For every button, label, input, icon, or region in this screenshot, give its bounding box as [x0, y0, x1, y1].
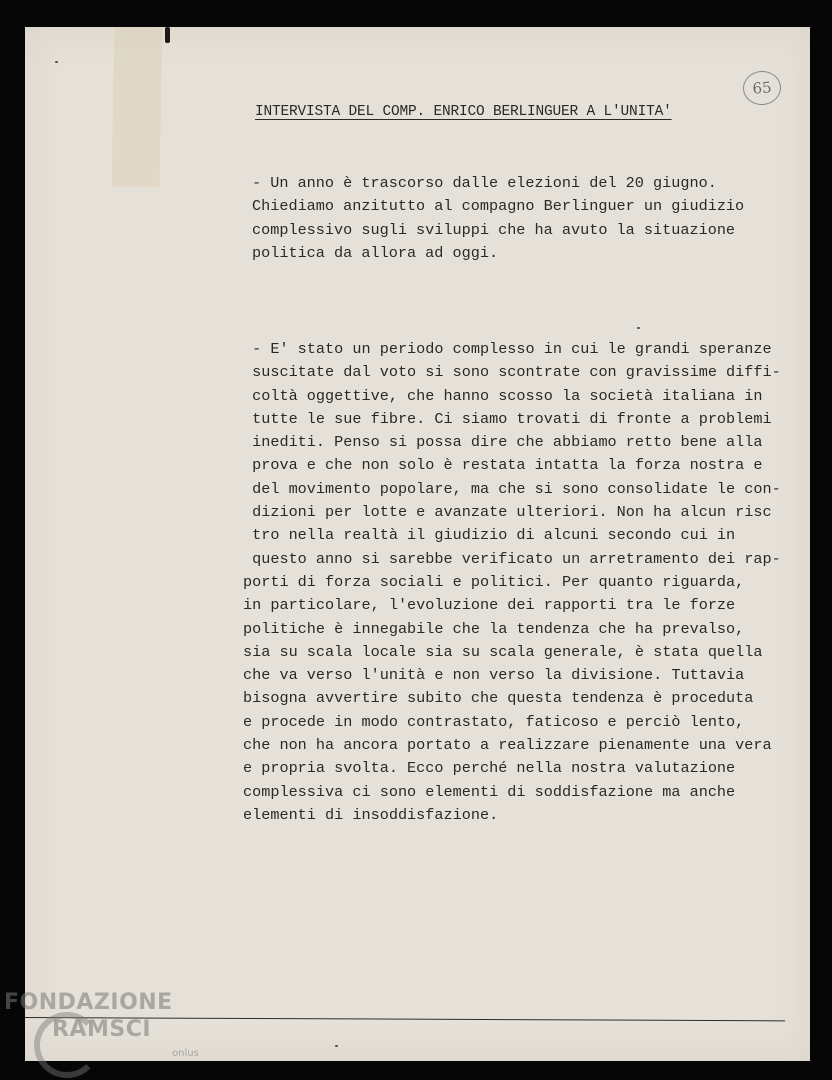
answer-line: - E' stato un periodo complesso in cui le grandi speranze [243, 340, 772, 358]
answer-line: porti di forza sociali e politici. Per quanto riguarda, [243, 572, 745, 591]
answer-line: tro nella realtà il giudizio di alcuni secondo cui in [243, 526, 736, 545]
tape-mark [112, 27, 163, 187]
staple-mark [165, 27, 170, 43]
bottom-rule [25, 1017, 785, 1021]
ink-fleck [55, 61, 58, 63]
answer-paragraph [243, 338, 781, 827]
answer-line: inediti. Penso si possa dire che abbiamo retto bene alla [243, 433, 763, 452]
answer-line: dizioni per lotte e avanzate ulteriori. Non ha alcun risc [243, 503, 772, 522]
answer-line: sia su scala locale sia su scala generale, è stata quella [243, 642, 763, 661]
question-paragraph [252, 172, 744, 265]
question-line: complessivo sugli sviluppi che ha avuto la situazione [252, 220, 736, 239]
answer-line: tutte le sue fibre. Ci siamo trovati di fronte a problemi [243, 409, 772, 428]
watermark-line1: FONDAZIONE [4, 990, 173, 1015]
answer-line: e propria svolta. Ecco perché nella nostra valutazione [243, 759, 736, 778]
answer-line: elementi di insoddisfazione. [243, 805, 499, 824]
answer-line: che non ha ancora portato a realizzare pienamente una vera [243, 736, 772, 755]
answer-line: suscitate dal voto si sono scontrate con gravissime diffi- [243, 363, 781, 382]
ink-fleck [637, 327, 640, 329]
answer-line: complessiva ci sono elementi di soddisfazione ma anche [243, 782, 736, 801]
handwritten-page-number: 65 [742, 70, 782, 107]
watermark-suffix: onlus [172, 1048, 199, 1059]
answer-line: coltà oggettive, che hanno scosso la società italiana in [243, 386, 763, 405]
typed-page [25, 27, 810, 1061]
answer-line: del movimento popolare, ma che si sono consolidate le con- [243, 479, 781, 498]
answer-line: e procede in modo contrastato, faticoso e perciò lento, [243, 712, 745, 731]
answer-line: bisogna avvertire subito che questa tendenza è proceduta [243, 689, 754, 708]
document-title: INTERVISTA DEL COMP. ENRICO BERLINGUER A L'UNITA' [255, 104, 672, 120]
answer-line: questo anno si sarebbe verificato un arretramento dei rap- [243, 549, 781, 568]
answer-line: prova e che non solo è restata intatta la forza nostra e [243, 456, 763, 475]
question-line: politica da allora ad oggi. [252, 243, 499, 262]
answer-line: che va verso l'unità e non verso la divisione. Tuttavia [243, 666, 745, 685]
watermark-line2: RAMSCI [52, 1017, 152, 1042]
ink-fleck [335, 1045, 338, 1047]
answer-line: in particolare, l'evoluzione dei rapporti tra le forze [243, 596, 736, 615]
question-line: Chiediamo anzitutto al compagno Berlinguer un giudizio [252, 197, 745, 216]
answer-line: politiche è innegabile che la tendenza che ha prevalso, [243, 619, 745, 638]
question-line: - Un anno è trascorso dalle elezioni del 20 giugno. [252, 174, 717, 192]
